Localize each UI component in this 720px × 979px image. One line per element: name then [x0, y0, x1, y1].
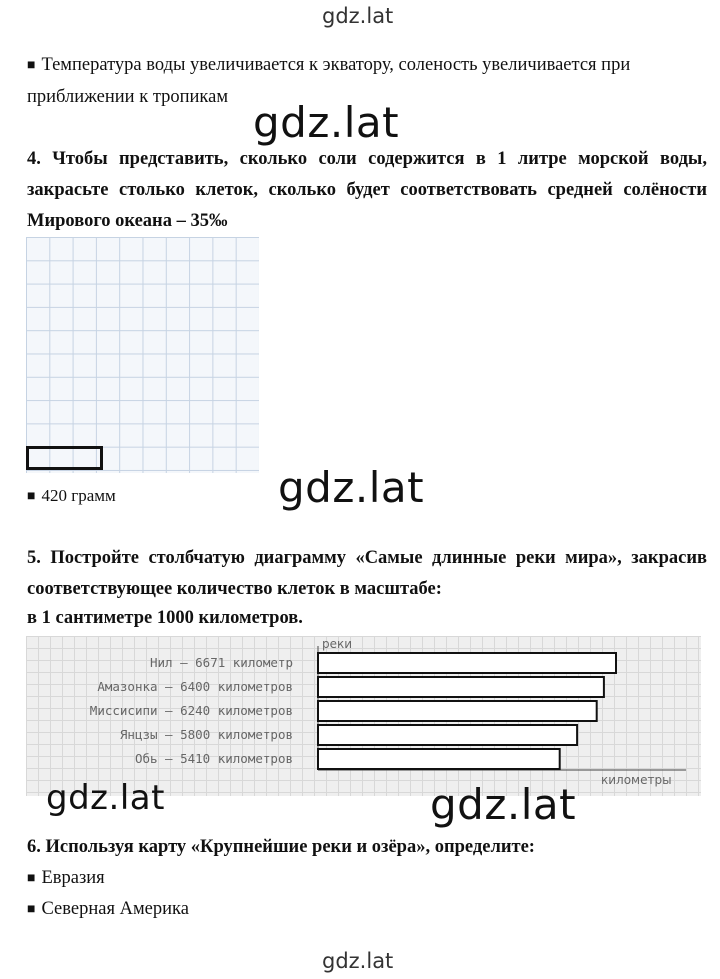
- river-label-2: Миссисипи — 6240 километров: [89, 703, 293, 718]
- task-6-item-1-text: Северная Америка: [41, 899, 189, 919]
- task-6-item-0-text: Евразия: [41, 868, 105, 888]
- river-bar-0: [318, 653, 616, 673]
- top-watermark: gdz.lat: [322, 4, 394, 28]
- task-4-question: 4. Чтобы представить, сколько соли содержится в 1 литре морской воды, закрасьте столько клеток, сколько будет соответствовать средней солёности Мирового океана – 35‰: [27, 149, 707, 231]
- task-6-item-0: [27, 863, 707, 895]
- y-axis-label: реки: [322, 637, 353, 651]
- task-6-question: 6. Используя карту «Крупнейшие реки и озёра», определите:: [27, 837, 535, 857]
- bottom-watermark: gdz.lat: [322, 949, 394, 973]
- watermark-overlay-3: gdz.lat: [46, 778, 165, 818]
- river-bar-3: [318, 725, 577, 745]
- watermark-overlay-2: gdz.lat: [278, 463, 425, 512]
- watermark-overlay-1: gdz.lat: [253, 98, 400, 147]
- watermark-overlay-4: gdz.lat: [430, 780, 577, 829]
- river-bar-1: [318, 677, 604, 697]
- filled-cells-box: [26, 446, 103, 470]
- task-6-item-1: [27, 894, 707, 926]
- river-bar-2: [318, 701, 597, 721]
- answer-3-content: Температура воды увеличивается к экватору, соленость увеличивается при приближении к тропикам: [27, 55, 631, 107]
- task-5-question: 5. Постройте столбчатую диаграмму «Самые длинные реки мира», закрасив соответствующее количество клеток в масштабе:: [27, 548, 707, 599]
- river-label-1: Амазонка — 6400 километров: [97, 679, 293, 694]
- river-chart-svg: [26, 636, 701, 796]
- river-label-3: Янцзы — 5800 километров: [119, 727, 293, 742]
- river-bar-4: [318, 749, 560, 769]
- river-label-0: Нил — 6671 километр: [150, 655, 293, 670]
- river-chart: [26, 636, 701, 796]
- cell-grid: [26, 237, 259, 473]
- task-5-scale: в 1 сантиметре 1000 километров.: [27, 608, 303, 628]
- task-4-answer-text: 420 грамм: [41, 486, 116, 505]
- river-label-4: Обь — 5410 километров: [134, 751, 293, 766]
- x-axis-label: километры: [601, 773, 672, 787]
